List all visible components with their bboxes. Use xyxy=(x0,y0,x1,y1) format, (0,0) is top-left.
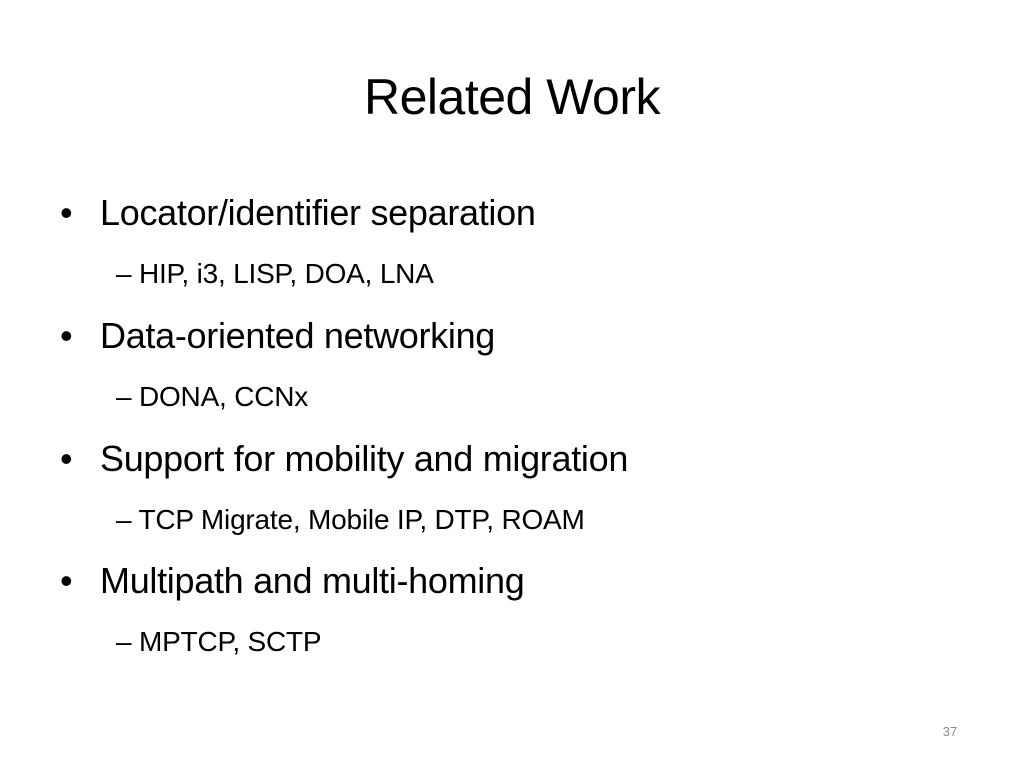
bullet-item-mobility-migration: Support for mobility and migration xyxy=(100,438,629,479)
bullet-item-data-oriented: Data-oriented networking xyxy=(100,315,496,356)
bullet-marker: • xyxy=(60,315,73,356)
sub-item-multipath-examples: – MPTCP, SCTP xyxy=(116,626,322,657)
sub-item-data-oriented-examples: – DONA, CCNx xyxy=(116,381,309,412)
page-number: 37 xyxy=(942,724,958,739)
bullet-marker: • xyxy=(60,560,73,601)
bullet-item-locator-identifier: Locator/identifier separation xyxy=(100,192,536,233)
bullet-item-multipath: Multipath and multi-homing xyxy=(100,560,525,601)
sub-item-mobility-examples: – TCP Migrate, Mobile IP, DTP, ROAM xyxy=(116,504,585,535)
bullet-marker: • xyxy=(60,438,73,479)
sub-item-locator-examples: – HIP, i3, LISP, DOA, LNA xyxy=(116,258,434,289)
slide-title: Related Work xyxy=(364,69,660,125)
bullet-marker: • xyxy=(60,192,73,233)
